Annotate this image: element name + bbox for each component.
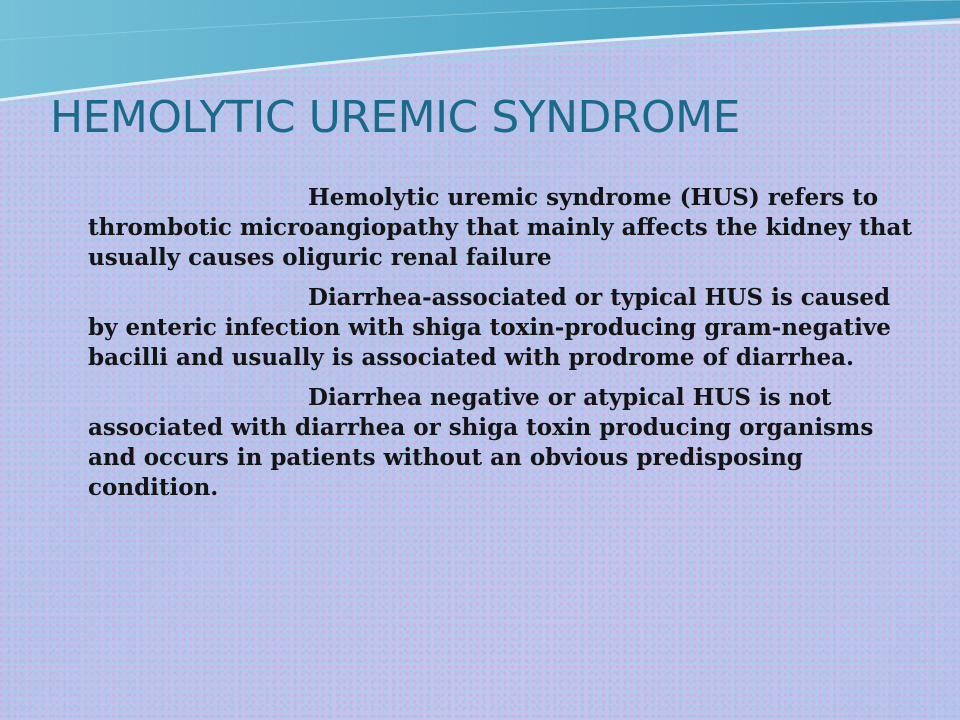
paragraph-hus-definition: Hemolytic uremic syndrome (HUS) refers to thrombotic microangiopathy that mainly affects the kidney that usually causes oliguric renal failure	[88, 184, 912, 271]
slide-title: HEMOLYTIC UREMIC SYNDROME	[50, 92, 740, 143]
paragraph-atypical-hus: Diarrhea negative or atypical HUS is not associated with diarrhea or shiga toxin producing organisms and occurs in patients without an obvious predisposing condition.	[88, 384, 874, 501]
slide-body	[88, 183, 918, 513]
paragraph-typical-hus: Diarrhea-associated or typical HUS is caused by enteric infection with shiga toxin-producing gram-negative bacilli and usually is associated with prodrome of diarrhea.	[88, 284, 891, 371]
